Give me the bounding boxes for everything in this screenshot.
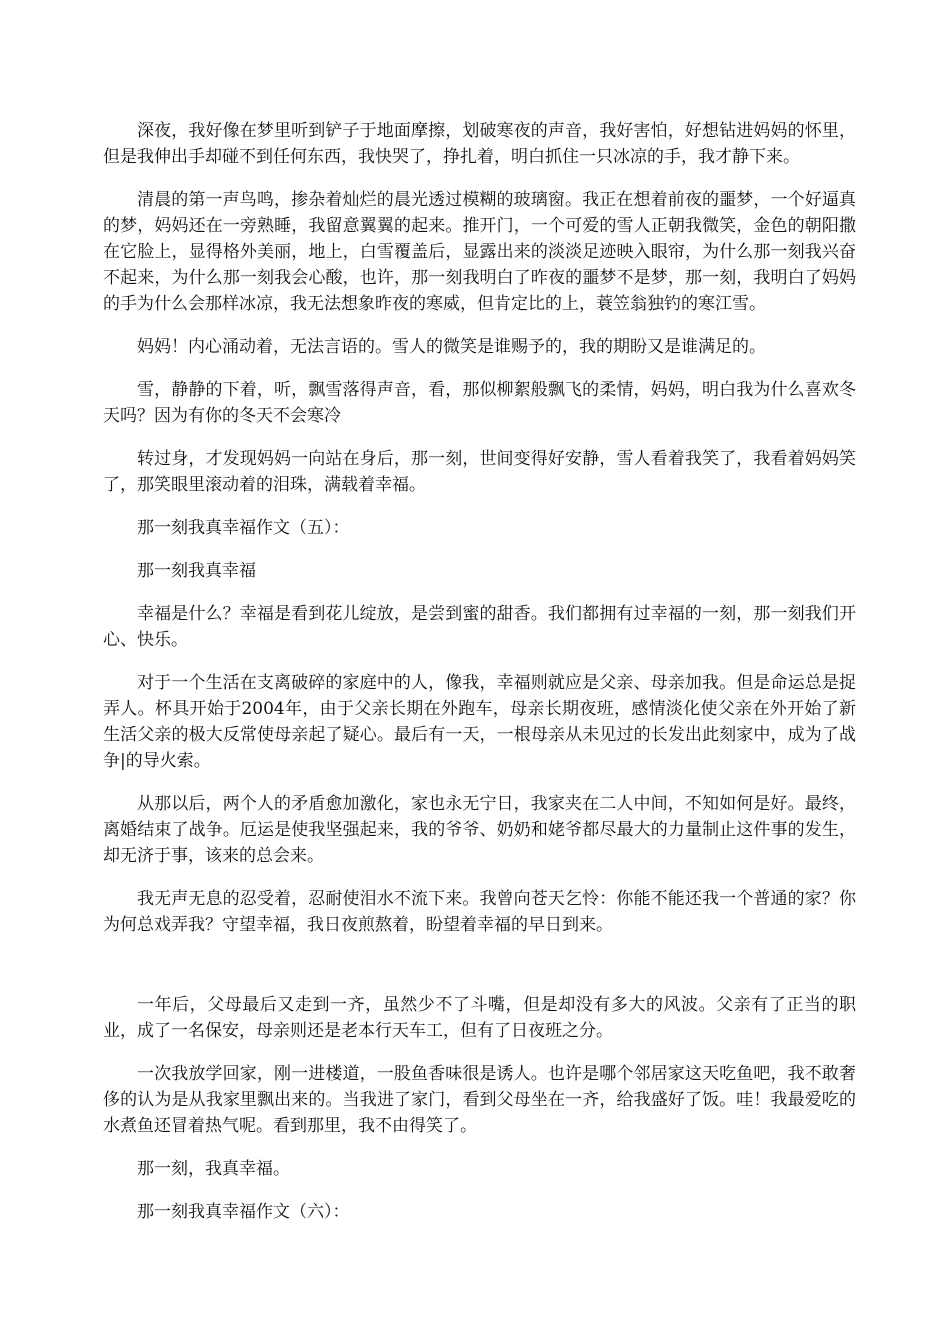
section-heading-5: 那一刻我真幸福作文（五）： <box>137 518 350 538</box>
paragraph-one-year-later: 一年后，父母最后又走到一齐，虽然少不了斗嘴，但是却没有多大的风波。父亲有了正当的职业，成了一名保安，母亲则还是老本行天车工，但有了日夜班之分。 <box>103 995 856 1041</box>
paragraph-happy-moment: 那一刻，我真幸福。 <box>137 1159 290 1179</box>
paragraph-snow: 雪，静静的下着，听，飘雪落得声音，看，那似柳絮般飘飞的柔情，妈妈，明白我为什么喜欢冬天吗？因为有你的冬天不会寒冷 <box>103 380 856 426</box>
paragraph-mother: 妈妈！内心涌动着，无法言语的。雪人的微笑是谁赐予的，我的期盼又是谁满足的。 <box>137 337 766 357</box>
paragraph-morning: 清晨的第一声鸟鸣，掺杂着灿烂的晨光透过模糊的玻璃窗。我正在想着前夜的噩梦，一个好逼真的梦，妈妈还在一旁熟睡，我留意翼翼的起来。推开门，一个可爱的雪人正朝我微笑，金色的朝阳撒在它脸上，显得格外美丽，地上，白雪覆盖后，显露出来的淡淡足迹映入眼帘，为什么那一刻我兴奋不起来，为什么那一刻我会心酸，也许，那一刻我明白了昨夜的噩梦不是梦，那一刻，我明白了妈妈的手为什么会那样冰凉，我无法想象昨夜的寒威，但肯定比的上，蓑笠翁独钓的寒江雪。 <box>103 190 856 314</box>
paragraph-spacer <box>103 955 856 992</box>
paragraph-conflict: 从那以后，两个人的矛盾愈加激化，家也永无宁日，我家夹在二人中间，不知如何是好。最终，离婚结束了战争。厄运是使我坚强起来，我的爷爷、奶奶和姥爷都尽最大的力量制止这件事的发生，却无济于事，该来的总会来。 <box>103 794 856 866</box>
paragraph-fish-dinner: 一次我放学回家，刚一进楼道，一股鱼香味很是诱人。也许是哪个邻居家这天吃鱼吧，我不敢奢侈的认为是从我家里飘出来的。当我进了家门，看到父母坐在一齐，给我盛好了饭。哇！我最爱吃的水煮鱼还冒着热气呢。看到那里，我不由得笑了。 <box>103 1064 856 1136</box>
essay-title: 那一刻我真幸福 <box>137 561 256 581</box>
section-heading-6: 那一刻我真幸福作文（六）： <box>137 1202 350 1222</box>
paragraph-what-is-happiness: 幸福是什么？幸福是看到花儿绽放，是尝到蜜的甜香。我们都拥有过幸福的一刻，那一刻我们开心、快乐。 <box>103 604 856 650</box>
paragraph-family: 对于一个生活在支离破碎的家庭中的人，像我，幸福则就应是父亲、母亲加我。但是命运总是捉弄人。杯具开始于2004年，由于父亲长期在外跑车，母亲长期夜班，感情淡化使父亲在外开始了新生活父亲的极大反常使母亲起了疑心。最后有一天，一根母亲从未见过的长发出此刻家中，成为了战争|的导火索。 <box>103 673 856 771</box>
paragraph-turn-around: 转过身，才发现妈妈一向站在身后，那一刻，世间变得好安静，雪人看着我笑了，我看着妈妈笑了，那笑眼里滚动着的泪珠，满载着幸福。 <box>103 449 856 495</box>
paragraph-dream: 深夜，我好像在梦里听到铲子于地面摩擦，划破寒夜的声音，我好害怕，好想钻进妈妈的怀里，但是我伸出手却碰不到任何东西，我快哭了，挣扎着，明白抓住一只冰凉的手，我才静下来。 <box>103 121 856 167</box>
document-body <box>103 118 856 1242</box>
paragraph-endure: 我无声无息的忍受着，忍耐使泪水不流下来。我曾向苍天乞怜：你能不能还我一个普通的家？你为何总戏弄我？守望幸福，我日夜煎熬着，盼望着幸福的早日到来。 <box>103 889 856 935</box>
